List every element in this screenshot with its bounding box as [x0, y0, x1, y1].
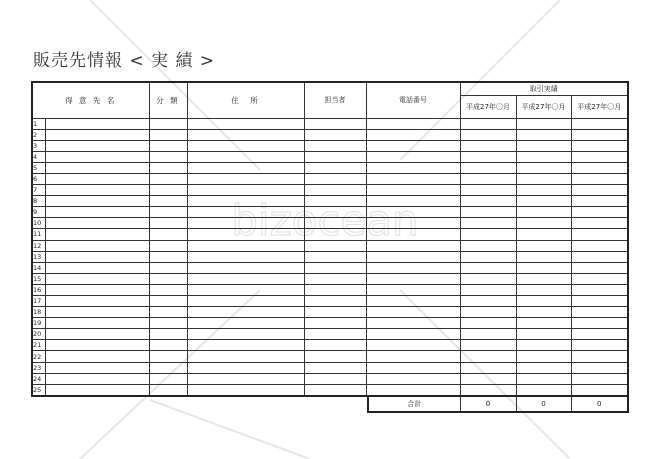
period-2-cell[interactable]	[516, 151, 571, 162]
phone-cell[interactable]	[366, 362, 460, 373]
table-row	[32, 196, 628, 207]
person-cell[interactable]	[304, 196, 366, 207]
row-number: 14	[32, 262, 45, 273]
table-row	[32, 329, 628, 340]
period-2-cell[interactable]	[516, 196, 571, 207]
customer-cell[interactable]	[45, 240, 149, 251]
period-3-cell[interactable]	[571, 162, 628, 173]
phone-cell[interactable]	[366, 140, 460, 151]
header-phone: 電話番号	[366, 82, 460, 118]
period-1-cell[interactable]	[460, 329, 516, 340]
period-3-cell[interactable]	[571, 218, 628, 229]
period-3-cell[interactable]	[571, 196, 628, 207]
row-number: 15	[32, 273, 45, 284]
period-2-cell[interactable]	[516, 307, 571, 318]
row-number: 18	[32, 307, 45, 318]
phone-cell[interactable]	[366, 218, 460, 229]
period-2-cell[interactable]	[516, 296, 571, 307]
period-1-cell[interactable]	[460, 140, 516, 151]
totals-label: 合計	[368, 396, 460, 412]
person-cell[interactable]	[304, 162, 366, 173]
address-cell[interactable]	[187, 362, 304, 373]
period-3-cell[interactable]	[571, 373, 628, 384]
header-address: 住 所	[187, 82, 304, 118]
table-row	[32, 140, 628, 151]
row-number: 22	[32, 351, 45, 362]
totals-row	[367, 395, 629, 413]
address-cell[interactable]	[187, 351, 304, 362]
category-cell[interactable]	[149, 329, 187, 340]
period-3-cell[interactable]	[571, 129, 628, 140]
row-number: 6	[32, 173, 45, 184]
row-number: 11	[32, 229, 45, 240]
customer-cell[interactable]	[45, 318, 149, 329]
period-3-cell[interactable]	[571, 240, 628, 251]
customer-cell[interactable]	[45, 340, 149, 351]
period-2-cell[interactable]	[516, 118, 571, 129]
person-cell[interactable]	[304, 296, 366, 307]
category-cell[interactable]	[149, 196, 187, 207]
phone-cell[interactable]	[366, 240, 460, 251]
period-1-cell[interactable]	[460, 273, 516, 284]
period-2-cell[interactable]	[516, 185, 571, 196]
category-cell[interactable]	[149, 151, 187, 162]
customer-cell[interactable]	[45, 262, 149, 273]
person-cell[interactable]	[304, 151, 366, 162]
category-cell[interactable]	[149, 307, 187, 318]
table-row	[32, 218, 628, 229]
category-cell[interactable]	[149, 362, 187, 373]
customer-cell[interactable]	[45, 296, 149, 307]
person-cell[interactable]	[304, 129, 366, 140]
row-number: 5	[32, 162, 45, 173]
header-person: 担当者	[304, 82, 366, 118]
table-row	[32, 162, 628, 173]
table-row	[32, 240, 628, 251]
row-number: 24	[32, 373, 45, 384]
category-cell[interactable]	[149, 129, 187, 140]
person-cell[interactable]	[304, 318, 366, 329]
customer-cell[interactable]	[45, 218, 149, 229]
person-cell[interactable]	[304, 362, 366, 373]
customer-cell[interactable]	[45, 162, 149, 173]
table-row	[32, 340, 628, 351]
address-cell[interactable]	[187, 140, 304, 151]
customer-cell[interactable]	[45, 251, 149, 262]
period-1-cell[interactable]	[460, 118, 516, 129]
period-2-cell[interactable]	[516, 362, 571, 373]
address-cell[interactable]	[187, 296, 304, 307]
period-1-cell[interactable]	[460, 373, 516, 384]
customer-cell[interactable]	[45, 373, 149, 384]
person-cell[interactable]	[304, 329, 366, 340]
period-3-cell[interactable]	[571, 251, 628, 262]
header-customer: 得 意 先 名	[32, 82, 149, 118]
address-cell[interactable]	[187, 151, 304, 162]
category-cell[interactable]	[149, 207, 187, 218]
customer-cell[interactable]	[45, 384, 149, 396]
period-1-cell[interactable]	[460, 296, 516, 307]
category-cell[interactable]	[149, 296, 187, 307]
phone-cell[interactable]	[366, 173, 460, 184]
customer-cell[interactable]	[45, 307, 149, 318]
category-cell[interactable]	[149, 162, 187, 173]
category-cell[interactable]	[149, 140, 187, 151]
category-cell[interactable]	[149, 318, 187, 329]
category-cell[interactable]	[149, 351, 187, 362]
table-row	[32, 362, 628, 373]
table-row	[32, 251, 628, 262]
person-cell[interactable]	[304, 262, 366, 273]
phone-cell[interactable]	[366, 284, 460, 295]
phone-cell[interactable]	[366, 118, 460, 129]
address-cell[interactable]	[187, 229, 304, 240]
period-2-cell[interactable]	[516, 240, 571, 251]
row-number: 13	[32, 251, 45, 262]
row-number: 20	[32, 329, 45, 340]
table-row	[32, 118, 628, 129]
table-row	[32, 351, 628, 362]
address-cell[interactable]	[187, 384, 304, 396]
address-cell[interactable]	[187, 207, 304, 218]
category-cell[interactable]	[149, 229, 187, 240]
category-cell[interactable]	[149, 284, 187, 295]
header-category: 分 類	[149, 82, 187, 118]
period-1-cell[interactable]	[460, 351, 516, 362]
period-3-cell[interactable]	[571, 185, 628, 196]
address-cell[interactable]	[187, 129, 304, 140]
period-1-cell[interactable]	[460, 229, 516, 240]
period-2-cell[interactable]	[516, 162, 571, 173]
table-row	[32, 318, 628, 329]
period-2-cell[interactable]	[516, 251, 571, 262]
address-cell[interactable]	[187, 185, 304, 196]
period-1-cell[interactable]	[460, 196, 516, 207]
period-2-cell[interactable]	[516, 262, 571, 273]
person-cell[interactable]	[304, 185, 366, 196]
phone-cell[interactable]	[366, 151, 460, 162]
row-number: 21	[32, 340, 45, 351]
period-1-cell[interactable]	[460, 173, 516, 184]
period-2-cell[interactable]	[516, 318, 571, 329]
period-3-cell[interactable]	[571, 273, 628, 284]
period-1-cell[interactable]	[460, 185, 516, 196]
customer-cell[interactable]	[45, 196, 149, 207]
address-cell[interactable]	[187, 284, 304, 295]
total-value-3: 0	[571, 396, 628, 412]
table-row	[32, 207, 628, 218]
period-1-cell[interactable]	[460, 318, 516, 329]
row-number: 19	[32, 318, 45, 329]
row-number: 3	[32, 140, 45, 151]
header-period-1: 平成27年〇月	[460, 95, 516, 118]
period-3-cell[interactable]	[571, 151, 628, 162]
customer-cell[interactable]	[45, 140, 149, 151]
category-cell[interactable]	[149, 384, 187, 396]
address-cell[interactable]	[187, 240, 304, 251]
row-number: 9	[32, 207, 45, 218]
period-1-cell[interactable]	[460, 240, 516, 251]
period-2-cell[interactable]	[516, 273, 571, 284]
table-row	[32, 284, 628, 295]
person-cell[interactable]	[304, 251, 366, 262]
table-row	[32, 129, 628, 140]
period-3-cell[interactable]	[571, 173, 628, 184]
phone-cell[interactable]	[366, 129, 460, 140]
row-number: 16	[32, 284, 45, 295]
period-3-cell[interactable]	[571, 340, 628, 351]
phone-cell[interactable]	[366, 196, 460, 207]
phone-cell[interactable]	[366, 273, 460, 284]
period-3-cell[interactable]	[571, 118, 628, 129]
category-cell[interactable]	[149, 173, 187, 184]
person-cell[interactable]	[304, 273, 366, 284]
header-period-3: 平成27年〇月	[571, 95, 628, 118]
row-number: 8	[32, 196, 45, 207]
customer-cell[interactable]	[45, 151, 149, 162]
period-1-cell[interactable]	[460, 218, 516, 229]
address-cell[interactable]	[187, 218, 304, 229]
phone-cell[interactable]	[366, 185, 460, 196]
address-cell[interactable]	[187, 162, 304, 173]
period-2-cell[interactable]	[516, 340, 571, 351]
person-cell[interactable]	[304, 384, 366, 396]
customer-cell[interactable]	[45, 129, 149, 140]
period-3-cell[interactable]	[571, 229, 628, 240]
row-number: 12	[32, 240, 45, 251]
address-cell[interactable]	[187, 340, 304, 351]
phone-cell[interactable]	[366, 351, 460, 362]
period-2-cell[interactable]	[516, 229, 571, 240]
table-row	[32, 373, 628, 384]
customer-cell[interactable]	[45, 207, 149, 218]
address-cell[interactable]	[187, 262, 304, 273]
row-number: 17	[32, 296, 45, 307]
address-cell[interactable]	[187, 373, 304, 384]
customer-cell[interactable]	[45, 118, 149, 129]
person-cell[interactable]	[304, 240, 366, 251]
customer-cell[interactable]	[45, 362, 149, 373]
row-number: 4	[32, 151, 45, 162]
category-cell[interactable]	[149, 185, 187, 196]
row-number: 2	[32, 129, 45, 140]
period-1-cell[interactable]	[460, 207, 516, 218]
total-value-2: 0	[516, 396, 571, 412]
phone-cell[interactable]	[366, 340, 460, 351]
phone-cell[interactable]	[366, 251, 460, 262]
period-3-cell[interactable]	[571, 284, 628, 295]
customer-cell[interactable]	[45, 273, 149, 284]
person-cell[interactable]	[304, 373, 366, 384]
period-1-cell[interactable]	[460, 262, 516, 273]
phone-cell[interactable]	[366, 229, 460, 240]
table-row	[32, 307, 628, 318]
period-2-cell[interactable]	[516, 140, 571, 151]
period-1-cell[interactable]	[460, 129, 516, 140]
address-cell[interactable]	[187, 329, 304, 340]
phone-cell[interactable]	[366, 262, 460, 273]
person-cell[interactable]	[304, 284, 366, 295]
table-row	[32, 185, 628, 196]
period-2-cell[interactable]	[516, 284, 571, 295]
row-number: 23	[32, 362, 45, 373]
period-3-cell[interactable]	[571, 307, 628, 318]
period-3-cell[interactable]	[571, 262, 628, 273]
phone-cell[interactable]	[366, 307, 460, 318]
period-2-cell[interactable]	[516, 329, 571, 340]
phone-cell[interactable]	[366, 373, 460, 384]
period-2-cell[interactable]	[516, 207, 571, 218]
category-cell[interactable]	[149, 273, 187, 284]
category-cell[interactable]	[149, 218, 187, 229]
row-number: 1	[32, 118, 45, 129]
row-number: 10	[32, 218, 45, 229]
person-cell[interactable]	[304, 351, 366, 362]
period-3-cell[interactable]	[571, 296, 628, 307]
table-row	[32, 229, 628, 240]
period-3-cell[interactable]	[571, 351, 628, 362]
period-1-cell[interactable]	[460, 362, 516, 373]
period-3-cell[interactable]	[571, 318, 628, 329]
total-value-1: 0	[460, 396, 516, 412]
category-cell[interactable]	[149, 118, 187, 129]
person-cell[interactable]	[304, 118, 366, 129]
person-cell[interactable]	[304, 140, 366, 151]
table-row	[32, 273, 628, 284]
period-1-cell[interactable]	[460, 151, 516, 162]
category-cell[interactable]	[149, 240, 187, 251]
address-cell[interactable]	[187, 118, 304, 129]
category-cell[interactable]	[149, 373, 187, 384]
period-2-cell[interactable]	[516, 351, 571, 362]
phone-cell[interactable]	[366, 329, 460, 340]
person-cell[interactable]	[304, 207, 366, 218]
period-1-cell[interactable]	[460, 251, 516, 262]
sales-results-table	[31, 81, 629, 397]
address-cell[interactable]	[187, 196, 304, 207]
table-body	[32, 118, 628, 396]
category-cell[interactable]	[149, 251, 187, 262]
customer-cell[interactable]	[45, 185, 149, 196]
address-cell[interactable]	[187, 251, 304, 262]
header-period-2: 平成27年〇月	[516, 95, 571, 118]
period-1-cell[interactable]	[460, 284, 516, 295]
phone-cell[interactable]	[366, 162, 460, 173]
category-cell[interactable]	[149, 262, 187, 273]
header-results: 取引実績	[460, 82, 628, 95]
watermark-text: bizocean	[231, 196, 419, 245]
phone-cell[interactable]	[366, 318, 460, 329]
page-title: 販売先情報 < 実 績 >	[33, 51, 216, 71]
table-row	[32, 151, 628, 162]
period-3-cell[interactable]	[571, 329, 628, 340]
person-cell[interactable]	[304, 340, 366, 351]
person-cell[interactable]	[304, 229, 366, 240]
phone-cell[interactable]	[366, 296, 460, 307]
address-cell[interactable]	[187, 273, 304, 284]
period-3-cell[interactable]	[571, 207, 628, 218]
customer-cell[interactable]	[45, 329, 149, 340]
period-3-cell[interactable]	[571, 362, 628, 373]
customer-cell[interactable]	[45, 351, 149, 362]
period-3-cell[interactable]	[571, 140, 628, 151]
category-cell[interactable]	[149, 340, 187, 351]
period-2-cell[interactable]	[516, 173, 571, 184]
phone-cell[interactable]	[366, 207, 460, 218]
table-row	[32, 262, 628, 273]
period-1-cell[interactable]	[460, 307, 516, 318]
customer-cell[interactable]	[45, 229, 149, 240]
period-2-cell[interactable]	[516, 129, 571, 140]
period-2-cell[interactable]	[516, 373, 571, 384]
row-number: 25	[32, 384, 45, 396]
customer-cell[interactable]	[45, 173, 149, 184]
period-2-cell[interactable]	[516, 218, 571, 229]
row-number: 7	[32, 185, 45, 196]
address-cell[interactable]	[187, 318, 304, 329]
table-row	[32, 296, 628, 307]
table-row	[32, 173, 628, 184]
person-cell[interactable]	[304, 173, 366, 184]
person-cell[interactable]	[304, 307, 366, 318]
period-1-cell[interactable]	[460, 162, 516, 173]
period-1-cell[interactable]	[460, 340, 516, 351]
customer-cell[interactable]	[45, 284, 149, 295]
address-cell[interactable]	[187, 173, 304, 184]
person-cell[interactable]	[304, 218, 366, 229]
address-cell[interactable]	[187, 307, 304, 318]
